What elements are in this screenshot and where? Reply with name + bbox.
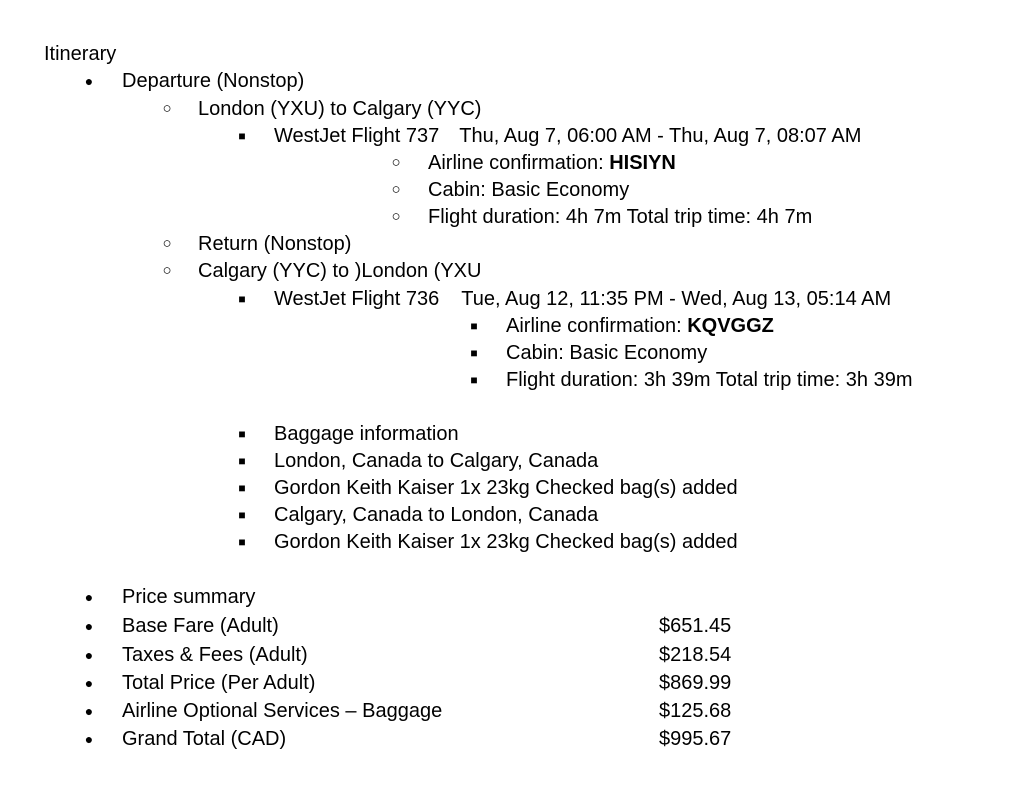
- price-summary-title: Price summary: [122, 586, 256, 608]
- bullet-circle-icon: ○: [162, 262, 172, 279]
- bullet-circle-icon: ○: [162, 235, 172, 252]
- return-duration: Flight duration: 3h 39m Total trip time: 3h 39m: [506, 369, 913, 391]
- bullet-square-icon: ■: [470, 346, 478, 360]
- bullet-square-icon: ■: [238, 129, 246, 143]
- departure-title: Departure (Nonstop): [122, 70, 305, 92]
- return-confirmation-code: KQVGGZ: [687, 315, 774, 337]
- bullet-square-icon: ■: [238, 427, 246, 441]
- departure-route: London (YXU) to Calgary (YYC): [198, 98, 482, 120]
- bullet-disc-icon: ●: [84, 73, 94, 89]
- baggage-item: Gordon Keith Kaiser 1x 23kg Checked bag(s) added: [274, 477, 738, 499]
- departure-duration: Flight duration: 4h 7m Total trip time: 4h 7m: [428, 206, 813, 228]
- return-title: Return (Nonstop): [198, 233, 352, 255]
- return-cabin: Cabin: Basic Economy: [506, 342, 708, 364]
- departure-flight-line: [274, 124, 861, 148]
- bullet-square-icon: ■: [470, 373, 478, 387]
- departure-confirmation-label: Airline confirmation:: [428, 152, 610, 174]
- bullet-disc-icon: ●: [84, 703, 94, 719]
- bullet-square-icon: ■: [238, 535, 246, 549]
- price-row-amount: $995.67: [659, 728, 732, 750]
- bullet-square-icon: ■: [238, 508, 246, 522]
- bullet-disc-icon: ●: [84, 675, 94, 691]
- bullet-circle-icon: ○: [162, 100, 172, 117]
- bullet-disc-icon: ●: [84, 647, 94, 663]
- price-row-amount: $218.54: [659, 644, 732, 666]
- price-row-label: Airline Optional Services – Baggage: [122, 700, 443, 722]
- price-row-label: Total Price (Per Adult): [122, 672, 316, 694]
- bullet-square-icon: ■: [470, 319, 478, 333]
- return-flight-times: Tue, Aug 12, 11:35 PM - Wed, Aug 13, 05:14 AM: [461, 288, 892, 310]
- itinerary-heading: Itinerary: [44, 43, 117, 65]
- return-flight-number: WestJet Flight 736: [274, 288, 440, 310]
- return-confirmation: [506, 314, 774, 338]
- departure-confirmation: [428, 151, 676, 175]
- departure-cabin: Cabin: Basic Economy: [428, 179, 630, 201]
- bullet-square-icon: ■: [238, 454, 246, 468]
- bullet-disc-icon: ●: [84, 731, 94, 747]
- departure-flight-number: WestJet Flight 737: [274, 125, 440, 147]
- bullet-circle-icon: ○: [391, 154, 401, 171]
- baggage-item: Baggage information: [274, 423, 459, 445]
- bullet-disc-icon: ●: [84, 618, 94, 634]
- return-route: Calgary (YYC) to )London (YXU: [198, 260, 482, 282]
- bullet-square-icon: ■: [238, 481, 246, 495]
- price-row-amount: $125.68: [659, 700, 732, 722]
- price-row-label: Taxes & Fees (Adult): [122, 644, 308, 666]
- price-row-amount: $869.99: [659, 672, 732, 694]
- baggage-item: Gordon Keith Kaiser 1x 23kg Checked bag(s) added: [274, 531, 738, 553]
- return-flight-line: [274, 287, 891, 311]
- price-row-label: Base Fare (Adult): [122, 615, 279, 637]
- baggage-item: London, Canada to Calgary, Canada: [274, 450, 599, 472]
- bullet-circle-icon: ○: [391, 181, 401, 198]
- bullet-square-icon: ■: [238, 292, 246, 306]
- return-confirmation-label: Airline confirmation:: [506, 315, 688, 337]
- baggage-item: Calgary, Canada to London, Canada: [274, 504, 599, 526]
- price-row-label: Grand Total (CAD): [122, 728, 287, 750]
- departure-confirmation-code: HISIYN: [609, 152, 676, 174]
- departure-flight-times: Thu, Aug 7, 06:00 AM - Thu, Aug 7, 08:07 AM: [459, 125, 862, 147]
- bullet-circle-icon: ○: [391, 208, 401, 225]
- bullet-disc-icon: ●: [84, 589, 94, 605]
- price-row-amount: $651.45: [659, 615, 732, 637]
